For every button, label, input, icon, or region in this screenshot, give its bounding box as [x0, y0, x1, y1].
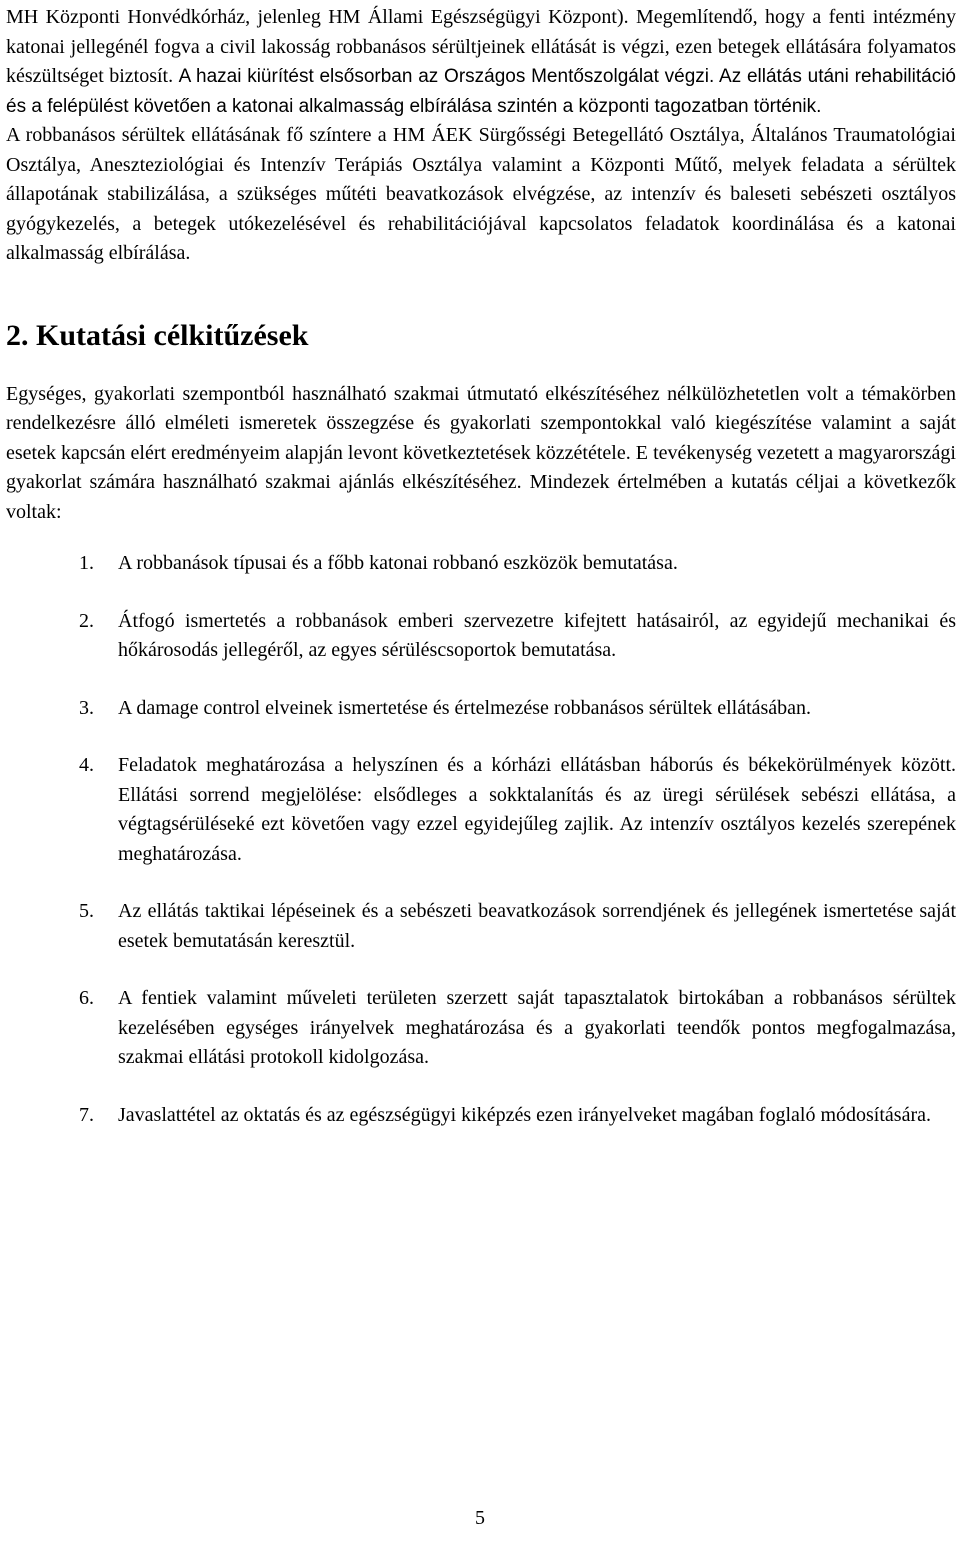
treatment-paragraph: A robbanásos sérültek ellátásának fő színtere a HM ÁEK Sürgősségi Betegellátó Osztálya, Általános Traumatológiai Osztálya, Aneszteziológiai és Intenzív Terápiás Osztálya valamint a Központi Műtő, melyek feladata a sérültek állapotának stabilizálása, a szükséges műtéti beavatkozások elvégzése, az intenzív és baleseti sebészeti osztályos gyógykezelés, a betegek utókezelésével és rehabilitációjával kapcsolatos feladatok koordinálása és a katonai alkalmasság elbírálása.: [6, 124, 956, 264]
list-item-number: 6.: [79, 987, 94, 1009]
intro-sans-text: A hazai kiürítést elsősorban az Országos Mentőszolgálat végzi. Az ellátás utáni rehabilitáció és a felépülést követően a katonai alkalmasság elbírálása szintén a központi tagozatban történik.: [6, 66, 957, 117]
list-item-number: 2.: [79, 609, 94, 632]
list-item-number: 5.: [79, 900, 94, 922]
list-item: [6, 607, 956, 666]
list-item-number: 7.: [79, 1103, 94, 1126]
list-item-text: A fentiek valamint műveleti területen szerzett saját tapasztalatok birtokában a robbanásos sérültek kezelésében egységes irányelvek meghatározása és a gyakorlati teendők pontos megfogalmazása, szakmai ellátási protokoll kidolgozása.: [118, 987, 956, 1068]
section-heading: 2. Kutatási célkitűzések: [6, 318, 309, 352]
list-item: [6, 1101, 956, 1131]
intro-paragraph: [6, 0, 956, 121]
research-goals-intro: Egységes, gyakorlati szempontból használható szakmai útmutató elkészítéséhez nélkülözhetetlen volt a témakörben rendelkezésre álló elméleti ismeretek összegzése és gyakorlati szempontokkal való kiegészítése valamint a saját esetek kapcsán elért eredményeim alapján levont következtetések közzététele. E tevékenység vezetett a magyarországi gyakorlat számára használható szakmai ajánlás elkészítéséhez. Mindezek értelmében a kutatás céljai a következők voltak:: [6, 382, 956, 523]
page-number: 5: [475, 1507, 485, 1529]
list-item-text: A damage control elveinek ismertetése és értelmezése robbanásos sérültek ellátásában.: [118, 696, 812, 719]
list-item-text: Javaslattétel az oktatás és az egészségügyi kiképzés ezen irányelveket magában foglaló módosítására.: [118, 1103, 931, 1126]
research-goals-list: [6, 549, 956, 1130]
list-item-text: A robbanások típusai és a főbb katonai robbanó eszközök bemutatása.: [118, 552, 678, 574]
list-item: [6, 694, 956, 724]
list-item: [6, 751, 956, 869]
list-item-text: Az ellátás taktikai lépéseinek és a sebészeti beavatkozások sorrendjének és jellegének ismertetése saját esetek bemutatásán keresztül.: [118, 900, 956, 952]
list-item: [6, 897, 956, 956]
intro-serif-text: MH Központi Honvédkórház, jelenleg HM Állami Egészségügyi Központ). Megemlítendő, hogy a fenti intézmény katonai jellegénél fogva a civil lakosság robbanásos sérültjeinek ellátását is végzi, ezen betegek ellátására folyamatos készültséget biztosít.: [6, 6, 956, 87]
list-item-number: 1.: [79, 552, 94, 574]
list-item: [6, 549, 956, 579]
document-page: [6, 0, 956, 1158]
list-item-number: 3.: [79, 696, 94, 719]
list-item-text: Feladatok meghatározása a helyszínen és a kórházi ellátásban háborús és békekörülmények között. Ellátási sorrend megjelölése: elsődleges a sokktalanítás és az üregi sérülések sebészi ellátása, a végtagsérüléseké ezt követően vagy ezzel egyidejűleg zajlik. Az intenzív osztályos kezelés szerepének meghatározása.: [118, 754, 956, 865]
list-item-number: 4.: [79, 754, 94, 776]
list-item: [6, 984, 956, 1073]
list-item-text: Átfogó ismertetés a robbanások emberi szervezetre kifejtett hatásairól, az egyidejű mechanikai és hőkárosodás jellegéről, az egyes sérüléscsoportok bemutatása.: [118, 609, 956, 661]
